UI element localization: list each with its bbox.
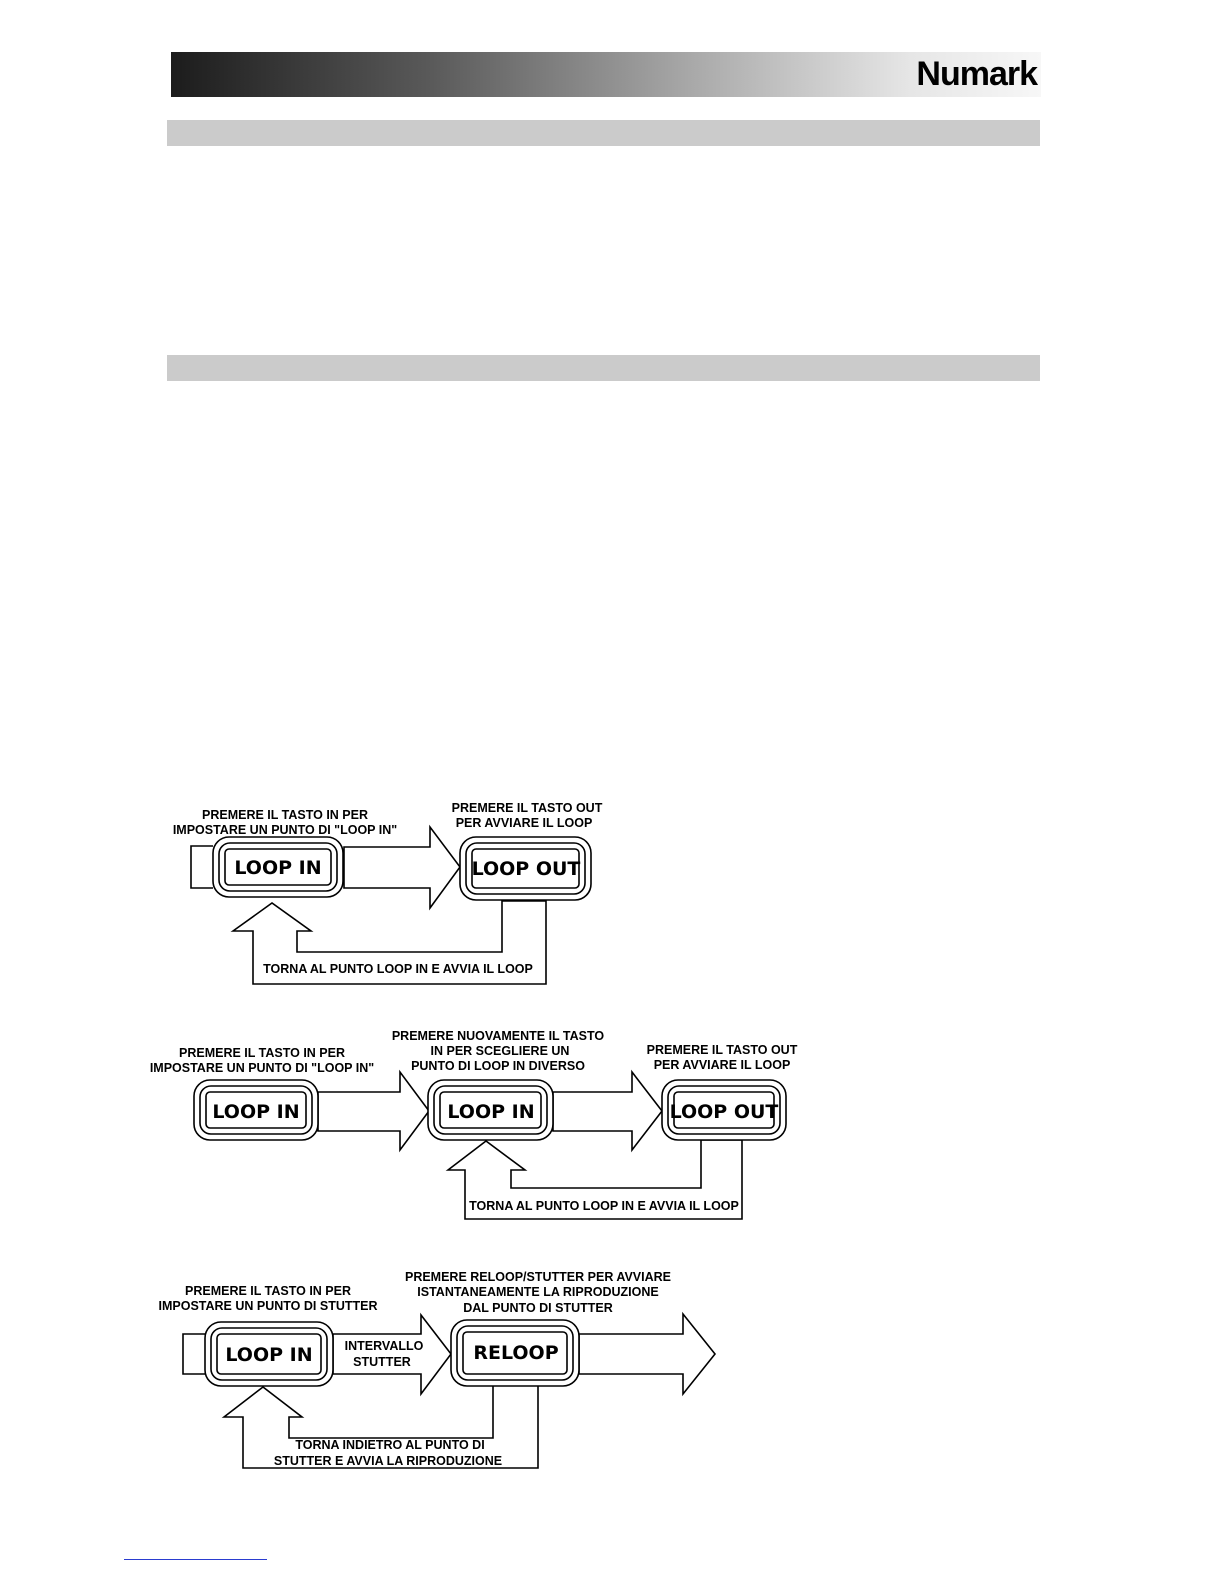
d3-caption-reloop-line1: PREMERE RELOOP/STUTTER PER AVVIARE [404,1270,672,1284]
d3-loop-in-button: LOOP IN [225,1344,313,1366]
brand-logo: Numark [916,55,1037,93]
d1-caption-in-line1: PREMERE IL TASTO IN PER [202,808,368,822]
d3-caption-in-line2: IMPOSTARE UN PUNTO DI STUTTER [158,1299,378,1313]
d1-caption-in-line2: IMPOSTARE UN PUNTO DI "LOOP IN" [172,823,398,837]
d2-caption-in-line1: PREMERE IL TASTO IN PER [179,1046,345,1060]
d2-caption-out-line2: PER AVVIARE IL LOOP [653,1058,791,1072]
d3-caption-in-line1: PREMERE IL TASTO IN PER [185,1284,351,1298]
d2-loop-in-button-2: LOOP IN [447,1101,535,1123]
d1-loop-in-button: LOOP IN [234,857,322,879]
d2-loop-out-button: LOOP OUT [669,1101,779,1123]
d1-caption-out-line2: PER AVVIARE IL LOOP [455,816,593,830]
d2-caption-mid-line1: PREMERE NUOVAMENTE IL TASTO [391,1029,605,1043]
footer-link-underline [124,1559,267,1560]
d3-interval-line1: INTERVALLO [344,1339,424,1353]
d1-return-text: TORNA AL PUNTO LOOP IN E AVVIA IL LOOP [263,962,533,976]
d2-caption-out-line1: PREMERE IL TASTO OUT [646,1043,798,1057]
d2-caption-mid-line3: PUNTO DI LOOP IN DIVERSO [411,1059,585,1073]
d3-return-text-line2: STUTTER E AVVIA LA RIPRODUZIONE [273,1454,503,1468]
d3-interval-line2: STUTTER [353,1355,411,1369]
diagram-1 [191,827,591,984]
d2-caption-mid-line2: IN PER SCEGLIERE UN [430,1044,570,1058]
d3-return-text-line1: TORNA INDIETRO AL PUNTO DI [295,1438,485,1452]
d1-loop-out-button: LOOP OUT [471,858,581,880]
diagram-2 [194,1072,786,1219]
d3-caption-reloop-line3: DAL PUNTO DI STUTTER [463,1301,613,1315]
d3-caption-reloop-line2: ISTANTANEAMENTE LA RIPRODUZIONE [417,1285,659,1299]
d2-loop-in-button-1: LOOP IN [212,1101,300,1123]
d2-caption-in-line2: IMPOSTARE UN PUNTO DI "LOOP IN" [149,1061,375,1075]
d2-return-text: TORNA AL PUNTO LOOP IN E AVVIA IL LOOP [469,1199,739,1213]
d1-caption-out-line1: PREMERE IL TASTO OUT [451,801,603,815]
d3-reloop-button: RELOOP [473,1342,559,1364]
